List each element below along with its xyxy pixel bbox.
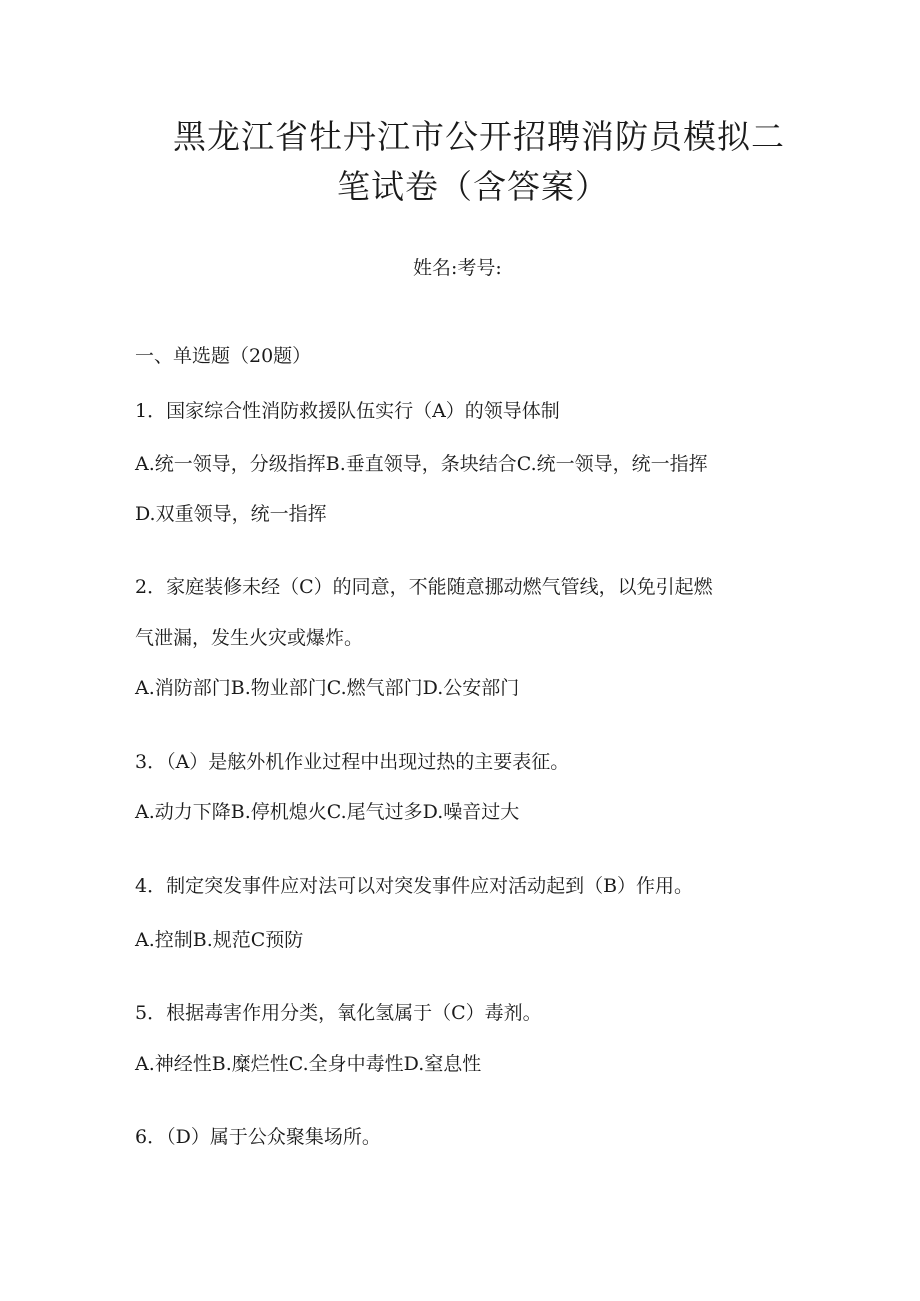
question-2-text-cont: 气泄漏，发生火灾或爆炸。: [135, 627, 364, 649]
question-2-options: A.消防部门B.物业部门C.燃气部门D.公安部门: [135, 677, 520, 699]
question-3-text: 3．（A）是舷外机作业过程中出现过热的主要表征。: [135, 751, 570, 773]
question-6-text: 6．（D）属于公众聚集场所。: [135, 1126, 381, 1148]
question-5-options: A.神经性B.糜烂性C.全身中毒性D.窒息性: [135, 1053, 482, 1075]
title-line-2: 笔试卷（含答案）: [337, 167, 609, 206]
question-4-options: A.控制B.规范C预防: [135, 929, 304, 951]
question-5-text: 5．根据毒害作用分类，氧化氢属于（C）毒剂。: [135, 1002, 542, 1024]
question-1-text: 1．国家综合性消防救援队伍实行（A）的领导体制: [135, 400, 560, 422]
question-1-options-cont: D.双重领导，统一指挥: [135, 503, 327, 525]
question-4-text: 4．制定突发事件应对法可以对突发事件应对活动起到（B）作用。: [135, 875, 694, 897]
title-line-1: 黑龙江省牡丹江市公开招聘消防员模拟二: [173, 117, 785, 156]
question-1-options: A.统一领导，分级指挥B.垂直领导，条块结合C.统一领导，统一指挥: [135, 453, 708, 475]
question-2-text: 2．家庭装修未经（C）的同意，不能随意挪动燃气管线，以免引起燃: [135, 576, 713, 598]
section-heading: 一、单选题（20题）: [135, 345, 312, 367]
name-exam-number-line: 姓名:考号:: [413, 257, 502, 279]
question-3-options: A.动力下降B.停机熄火C.尾气过多D.噪音过大: [135, 801, 520, 823]
